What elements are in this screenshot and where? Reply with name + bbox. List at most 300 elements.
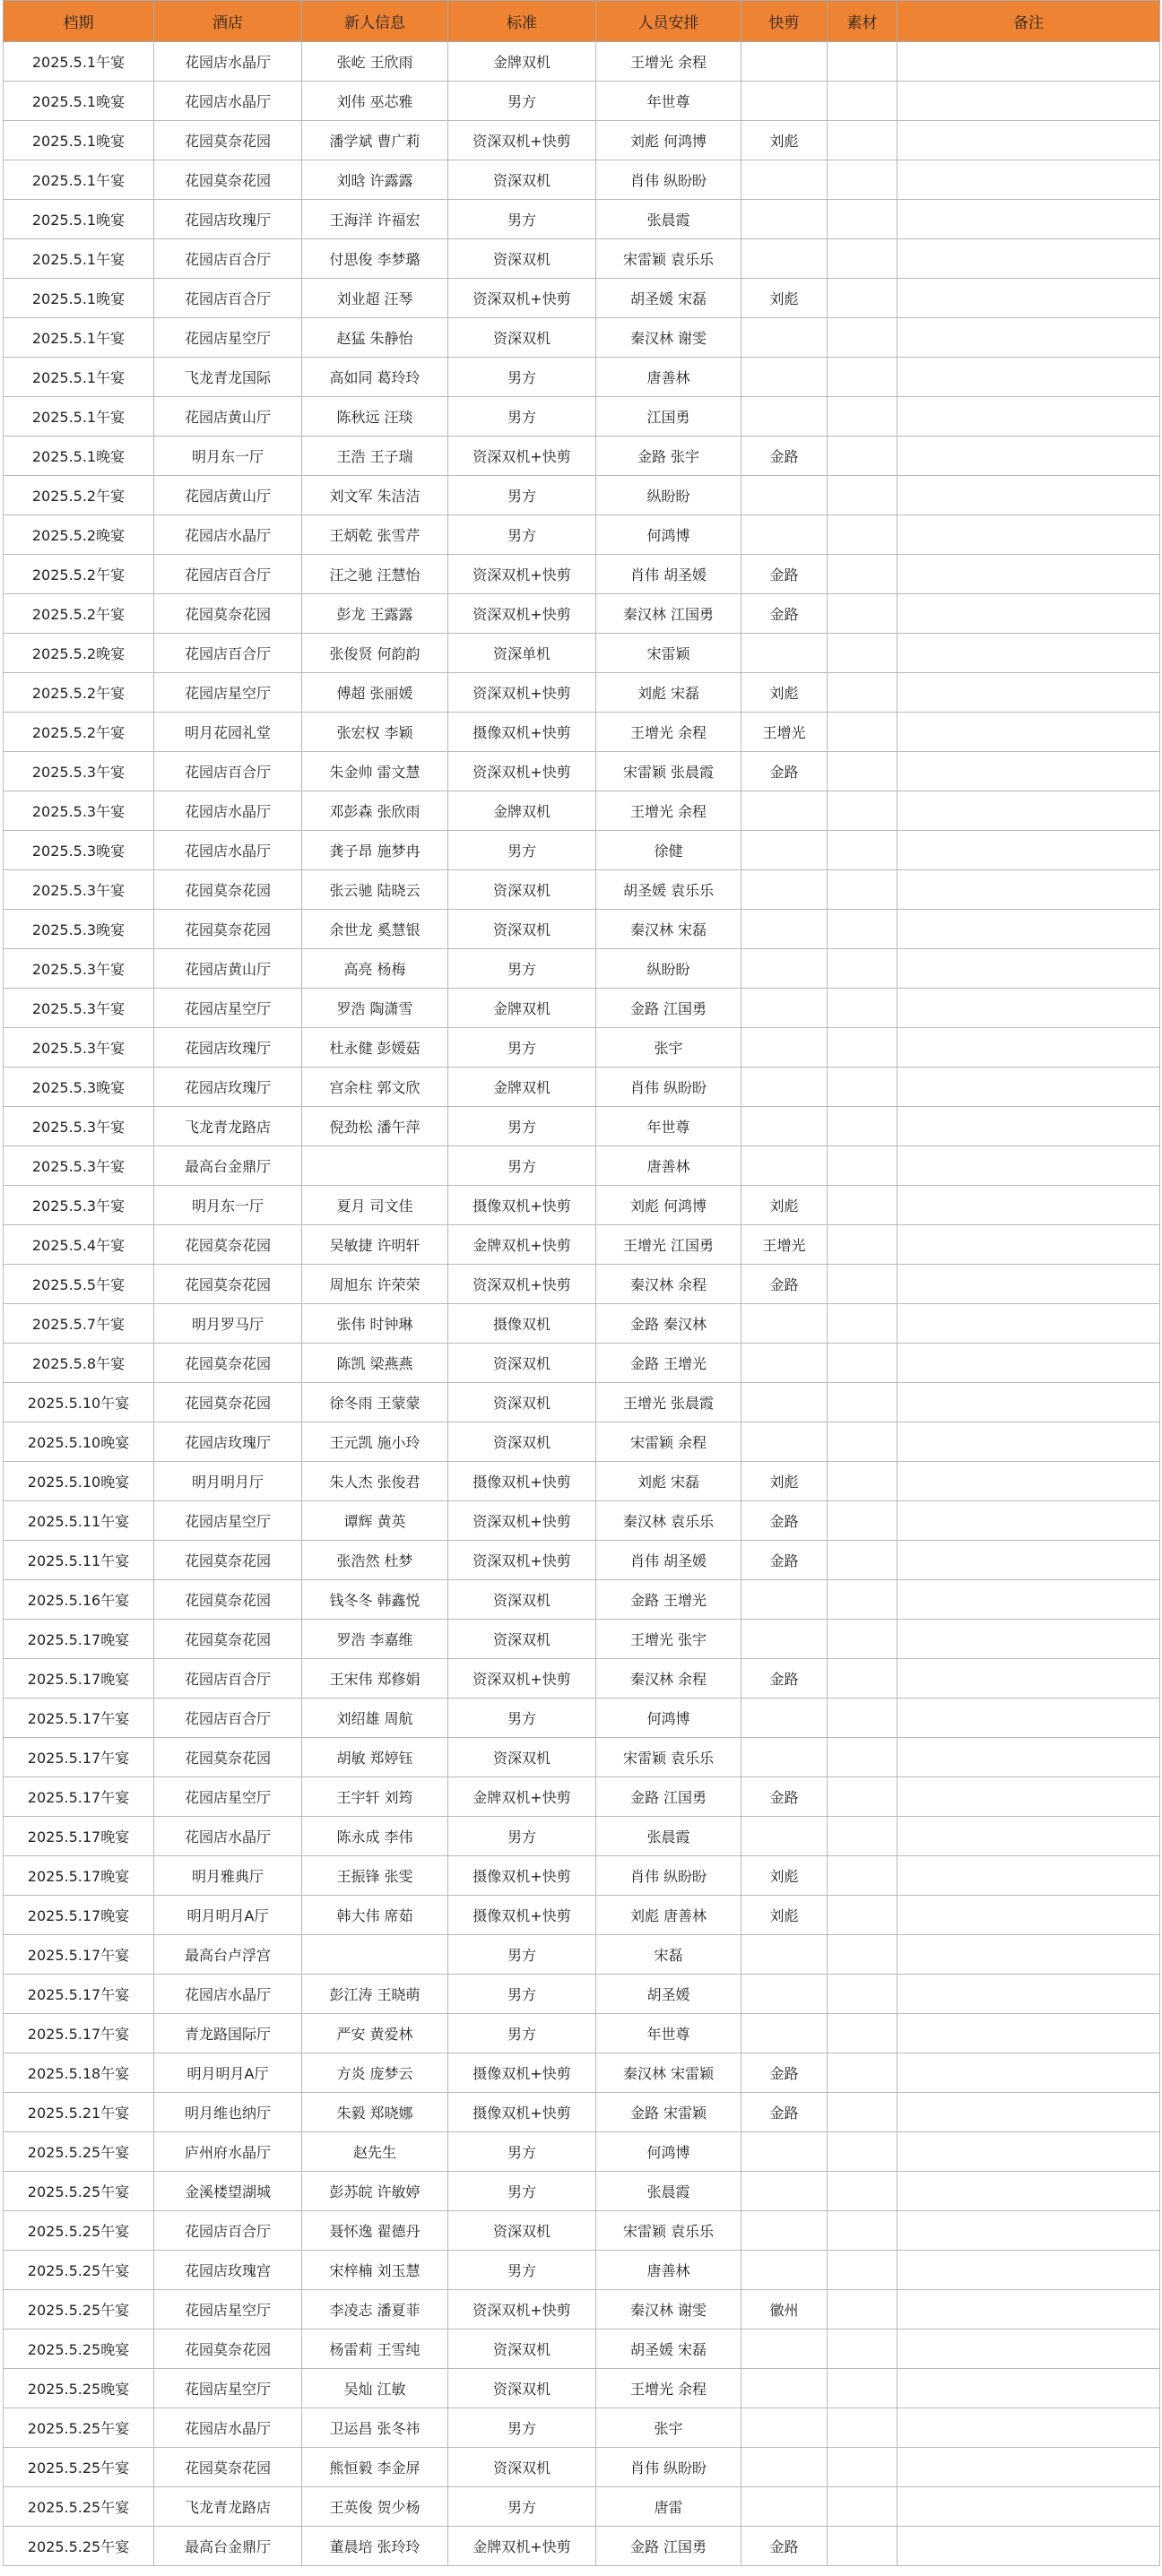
- couple-cell[interactable]: 宋梓楠 刘玉慧: [302, 2251, 448, 2290]
- date-cell[interactable]: 2025.5.17晚宴: [4, 1817, 154, 1856]
- standard-cell[interactable]: 摄像双机+快剪: [448, 1856, 596, 1896]
- quick-edit-cell[interactable]: [741, 1107, 828, 1146]
- standard-cell[interactable]: 资深双机+快剪: [448, 594, 596, 634]
- notes-cell[interactable]: [898, 2448, 1160, 2487]
- material-cell[interactable]: [828, 1304, 898, 1344]
- couple-cell[interactable]: 刘文军 朱洁洁: [302, 476, 448, 515]
- standard-cell[interactable]: 男方: [448, 358, 596, 397]
- quick-edit-cell[interactable]: [741, 1304, 828, 1344]
- staff-cell[interactable]: 宋雷颖 张晨霞: [596, 752, 741, 791]
- staff-cell[interactable]: 金路 江国勇: [596, 2527, 741, 2566]
- date-cell[interactable]: 2025.5.17午宴: [4, 1777, 154, 1817]
- standard-cell[interactable]: 男方: [448, 1935, 596, 1975]
- hotel-cell[interactable]: 花园莫奈花园: [154, 1265, 302, 1304]
- standard-cell[interactable]: 男方: [448, 1817, 596, 1856]
- date-cell[interactable]: 2025.5.3午宴: [4, 1146, 154, 1186]
- couple-cell[interactable]: 王元凯 施小玲: [302, 1422, 448, 1462]
- date-cell[interactable]: 2025.5.25午宴: [4, 2527, 154, 2566]
- material-cell[interactable]: [828, 279, 898, 318]
- date-cell[interactable]: 2025.5.10午宴: [4, 1383, 154, 1422]
- couple-cell[interactable]: 刘伟 巫芯雅: [302, 82, 448, 121]
- staff-cell[interactable]: 肖伟 纵盼盼: [596, 1856, 741, 1896]
- date-cell[interactable]: 2025.5.1午宴: [4, 358, 154, 397]
- hotel-cell[interactable]: 明月罗马厅: [154, 1304, 302, 1344]
- quick-edit-cell[interactable]: [741, 476, 828, 515]
- standard-cell[interactable]: 资深双机+快剪: [448, 673, 596, 713]
- material-cell[interactable]: [828, 1265, 898, 1304]
- quick-edit-cell[interactable]: 金路: [741, 1541, 828, 1580]
- hotel-cell[interactable]: 花园店星空厅: [154, 673, 302, 713]
- material-cell[interactable]: [828, 82, 898, 121]
- couple-cell[interactable]: 周旭东 许荣荣: [302, 1265, 448, 1304]
- staff-cell[interactable]: 宋雷颖: [596, 634, 741, 673]
- date-cell[interactable]: 2025.5.25午宴: [4, 2172, 154, 2211]
- notes-cell[interactable]: [898, 200, 1160, 239]
- date-cell[interactable]: 2025.5.17午宴: [4, 1935, 154, 1975]
- notes-cell[interactable]: [898, 1146, 1160, 1186]
- standard-cell[interactable]: 资深双机+快剪: [448, 555, 596, 594]
- date-cell[interactable]: 2025.5.17晚宴: [4, 1856, 154, 1896]
- date-cell[interactable]: 2025.5.10晚宴: [4, 1422, 154, 1462]
- material-cell[interactable]: [828, 1068, 898, 1107]
- hotel-cell[interactable]: 明月维也纳厅: [154, 2093, 302, 2132]
- date-cell[interactable]: 2025.5.17午宴: [4, 2014, 154, 2053]
- date-cell[interactable]: 2025.5.7午宴: [4, 1304, 154, 1344]
- material-cell[interactable]: [828, 1699, 898, 1738]
- standard-cell[interactable]: 金牌双机+快剪: [448, 1225, 596, 1265]
- notes-cell[interactable]: [898, 2408, 1160, 2448]
- notes-cell[interactable]: [898, 831, 1160, 870]
- material-cell[interactable]: [828, 2408, 898, 2448]
- hotel-cell[interactable]: 花园店水晶厅: [154, 831, 302, 870]
- couple-cell[interactable]: 陈秋远 汪琰: [302, 397, 448, 437]
- couple-cell[interactable]: 张屹 王欣雨: [302, 42, 448, 82]
- quick-edit-cell[interactable]: [741, 2251, 828, 2290]
- notes-cell[interactable]: [898, 82, 1160, 121]
- quick-edit-cell[interactable]: [741, 397, 828, 437]
- notes-cell[interactable]: [898, 1975, 1160, 2014]
- date-cell[interactable]: 2025.5.1午宴: [4, 318, 154, 358]
- quick-edit-cell[interactable]: 金路: [741, 2053, 828, 2093]
- standard-cell[interactable]: 男方: [448, 397, 596, 437]
- staff-cell[interactable]: 江国勇: [596, 397, 741, 437]
- date-cell[interactable]: 2025.5.1午宴: [4, 42, 154, 82]
- staff-cell[interactable]: 刘彪 宋磊: [596, 1462, 741, 1501]
- notes-cell[interactable]: [898, 2369, 1160, 2408]
- staff-cell[interactable]: 宋雷颖 余程: [596, 1422, 741, 1462]
- material-cell[interactable]: [828, 437, 898, 476]
- material-cell[interactable]: [828, 1817, 898, 1856]
- notes-cell[interactable]: [898, 1186, 1160, 1225]
- standard-cell[interactable]: 资深双机+快剪: [448, 1265, 596, 1304]
- hotel-cell[interactable]: 花园店水晶厅: [154, 1817, 302, 1856]
- notes-cell[interactable]: [898, 594, 1160, 634]
- notes-cell[interactable]: [898, 1107, 1160, 1146]
- hotel-cell[interactable]: 花园店百合厅: [154, 634, 302, 673]
- quick-edit-cell[interactable]: [741, 1738, 828, 1777]
- material-cell[interactable]: [828, 634, 898, 673]
- material-cell[interactable]: [828, 1422, 898, 1462]
- quick-edit-cell[interactable]: [741, 2014, 828, 2053]
- staff-cell[interactable]: 徐健: [596, 831, 741, 870]
- standard-cell[interactable]: 男方: [448, 1146, 596, 1186]
- hotel-cell[interactable]: 花园店水晶厅: [154, 82, 302, 121]
- couple-cell[interactable]: 朱人杰 张俊君: [302, 1462, 448, 1501]
- staff-cell[interactable]: 年世尊: [596, 2014, 741, 2053]
- quick-edit-cell[interactable]: 金路: [741, 594, 828, 634]
- hotel-cell[interactable]: 最高台金鼎厅: [154, 2527, 302, 2566]
- standard-cell[interactable]: 摄像双机+快剪: [448, 1186, 596, 1225]
- standard-cell[interactable]: 男方: [448, 2408, 596, 2448]
- couple-cell[interactable]: 韩大伟 席茹: [302, 1896, 448, 1935]
- staff-cell[interactable]: 秦汉林 宋雷颖: [596, 2053, 741, 2093]
- quick-edit-cell[interactable]: 金路: [741, 2527, 828, 2566]
- date-cell[interactable]: 2025.5.25午宴: [4, 2211, 154, 2251]
- couple-cell[interactable]: 钱冬冬 韩鑫悦: [302, 1580, 448, 1620]
- staff-cell[interactable]: 张宇: [596, 2408, 741, 2448]
- couple-cell[interactable]: 胡敏 郑婷钰: [302, 1738, 448, 1777]
- quick-edit-cell[interactable]: 金路: [741, 437, 828, 476]
- quick-edit-cell[interactable]: [741, 2369, 828, 2408]
- hotel-cell[interactable]: 花园莫奈花园: [154, 1620, 302, 1659]
- material-cell[interactable]: [828, 2132, 898, 2172]
- quick-edit-cell[interactable]: [741, 318, 828, 358]
- date-cell[interactable]: 2025.5.17午宴: [4, 1975, 154, 2014]
- standard-cell[interactable]: 资深双机: [448, 1738, 596, 1777]
- standard-cell[interactable]: 金牌双机+快剪: [448, 2527, 596, 2566]
- material-cell[interactable]: [828, 121, 898, 160]
- hotel-cell[interactable]: 花园店水晶厅: [154, 2408, 302, 2448]
- quick-edit-cell[interactable]: 刘彪: [741, 1462, 828, 1501]
- hotel-cell[interactable]: 花园店百合厅: [154, 1699, 302, 1738]
- staff-cell[interactable]: 金路 王增光: [596, 1344, 741, 1383]
- date-cell[interactable]: 2025.5.3午宴: [4, 989, 154, 1028]
- couple-cell[interactable]: 朱毅 郑晓娜: [302, 2093, 448, 2132]
- header-hotel[interactable]: 酒店: [154, 1, 302, 42]
- standard-cell[interactable]: 男方: [448, 476, 596, 515]
- couple-cell[interactable]: 傅超 张丽媛: [302, 673, 448, 713]
- standard-cell[interactable]: 金牌双机: [448, 791, 596, 831]
- notes-cell[interactable]: [898, 870, 1160, 910]
- staff-cell[interactable]: 何鸿博: [596, 515, 741, 555]
- couple-cell[interactable]: 彭龙 王露露: [302, 594, 448, 634]
- hotel-cell[interactable]: 花园店星空厅: [154, 1501, 302, 1541]
- notes-cell[interactable]: [898, 673, 1160, 713]
- staff-cell[interactable]: 纵盼盼: [596, 949, 741, 989]
- date-cell[interactable]: 2025.5.1午宴: [4, 397, 154, 437]
- hotel-cell[interactable]: 花园店星空厅: [154, 1777, 302, 1817]
- quick-edit-cell[interactable]: [741, 160, 828, 200]
- material-cell[interactable]: [828, 989, 898, 1028]
- material-cell[interactable]: [828, 1344, 898, 1383]
- hotel-cell[interactable]: 明月明月厅: [154, 1462, 302, 1501]
- date-cell[interactable]: 2025.5.1晚宴: [4, 279, 154, 318]
- date-cell[interactable]: 2025.5.25午宴: [4, 2408, 154, 2448]
- quick-edit-cell[interactable]: [741, 239, 828, 279]
- couple-cell[interactable]: 严安 黄爱林: [302, 2014, 448, 2053]
- material-cell[interactable]: [828, 555, 898, 594]
- material-cell[interactable]: [828, 1501, 898, 1541]
- date-cell[interactable]: 2025.5.3午宴: [4, 791, 154, 831]
- quick-edit-cell[interactable]: 徽州: [741, 2290, 828, 2330]
- notes-cell[interactable]: [898, 1856, 1160, 1896]
- hotel-cell[interactable]: 花园店玫瑰厅: [154, 1068, 302, 1107]
- date-cell[interactable]: 2025.5.25晚宴: [4, 2330, 154, 2369]
- date-cell[interactable]: 2025.5.11午宴: [4, 1541, 154, 1580]
- standard-cell[interactable]: 金牌双机: [448, 989, 596, 1028]
- quick-edit-cell[interactable]: [741, 1383, 828, 1422]
- notes-cell[interactable]: [898, 2132, 1160, 2172]
- staff-cell[interactable]: 王增光 张宇: [596, 1620, 741, 1659]
- header-standard[interactable]: 标准: [448, 1, 596, 42]
- hotel-cell[interactable]: 花园莫奈花园: [154, 1383, 302, 1422]
- material-cell[interactable]: [828, 2527, 898, 2566]
- quick-edit-cell[interactable]: [741, 1422, 828, 1462]
- date-cell[interactable]: 2025.5.2晚宴: [4, 515, 154, 555]
- staff-cell[interactable]: 金路 王增光: [596, 1580, 741, 1620]
- quick-edit-cell[interactable]: [741, 791, 828, 831]
- notes-cell[interactable]: [898, 2014, 1160, 2053]
- couple-cell[interactable]: 宫余柱 郭文欣: [302, 1068, 448, 1107]
- notes-cell[interactable]: [898, 1265, 1160, 1304]
- couple-cell[interactable]: [302, 1935, 448, 1975]
- couple-cell[interactable]: 刘晗 许露露: [302, 160, 448, 200]
- material-cell[interactable]: [828, 42, 898, 82]
- hotel-cell[interactable]: 花园店百合厅: [154, 555, 302, 594]
- notes-cell[interactable]: [898, 437, 1160, 476]
- hotel-cell[interactable]: 花园店星空厅: [154, 2290, 302, 2330]
- hotel-cell[interactable]: 最高台金鼎厅: [154, 1146, 302, 1186]
- date-cell[interactable]: 2025.5.3晚宴: [4, 831, 154, 870]
- couple-cell[interactable]: 王宋伟 郑修娟: [302, 1659, 448, 1699]
- couple-cell[interactable]: 张宏权 李颖: [302, 713, 448, 752]
- date-cell[interactable]: 2025.5.4午宴: [4, 1225, 154, 1265]
- quick-edit-cell[interactable]: 刘彪: [741, 279, 828, 318]
- header-material[interactable]: 素材: [828, 1, 898, 42]
- quick-edit-cell[interactable]: 金路: [741, 1501, 828, 1541]
- standard-cell[interactable]: 资深双机: [448, 160, 596, 200]
- staff-cell[interactable]: 张宇: [596, 1028, 741, 1068]
- notes-cell[interactable]: [898, 1580, 1160, 1620]
- material-cell[interactable]: [828, 2487, 898, 2527]
- quick-edit-cell[interactable]: [741, 515, 828, 555]
- hotel-cell[interactable]: 花园店玫瑰厅: [154, 1422, 302, 1462]
- date-cell[interactable]: 2025.5.17晚宴: [4, 1620, 154, 1659]
- standard-cell[interactable]: 资深双机+快剪: [448, 437, 596, 476]
- hotel-cell[interactable]: 金溪楼望湖城: [154, 2172, 302, 2211]
- standard-cell[interactable]: 摄像双机: [448, 1304, 596, 1344]
- hotel-cell[interactable]: 明月明月A厅: [154, 1896, 302, 1935]
- material-cell[interactable]: [828, 910, 898, 949]
- notes-cell[interactable]: [898, 1068, 1160, 1107]
- material-cell[interactable]: [828, 1777, 898, 1817]
- standard-cell[interactable]: 男方: [448, 1028, 596, 1068]
- staff-cell[interactable]: 王增光 余程: [596, 2369, 741, 2408]
- staff-cell[interactable]: 唐善林: [596, 358, 741, 397]
- notes-cell[interactable]: [898, 1462, 1160, 1501]
- notes-cell[interactable]: [898, 713, 1160, 752]
- hotel-cell[interactable]: 花园莫奈花园: [154, 1344, 302, 1383]
- staff-cell[interactable]: 刘彪 宋磊: [596, 673, 741, 713]
- date-cell[interactable]: 2025.5.1午宴: [4, 239, 154, 279]
- material-cell[interactable]: [828, 1580, 898, 1620]
- notes-cell[interactable]: [898, 1028, 1160, 1068]
- standard-cell[interactable]: 资深双机: [448, 1344, 596, 1383]
- staff-cell[interactable]: 秦汉林 谢雯: [596, 2290, 741, 2330]
- standard-cell[interactable]: 摄像双机+快剪: [448, 1462, 596, 1501]
- standard-cell[interactable]: 男方: [448, 82, 596, 121]
- material-cell[interactable]: [828, 318, 898, 358]
- quick-edit-cell[interactable]: 刘彪: [741, 1186, 828, 1225]
- couple-cell[interactable]: 张云驰 陆晓云: [302, 870, 448, 910]
- notes-cell[interactable]: [898, 1304, 1160, 1344]
- staff-cell[interactable]: 刘彪 唐善林: [596, 1896, 741, 1935]
- notes-cell[interactable]: [898, 2093, 1160, 2132]
- hotel-cell[interactable]: 飞龙青龙路店: [154, 1107, 302, 1146]
- staff-cell[interactable]: 王增光 张晨霞: [596, 1383, 741, 1422]
- material-cell[interactable]: [828, 160, 898, 200]
- material-cell[interactable]: [828, 2211, 898, 2251]
- notes-cell[interactable]: [898, 239, 1160, 279]
- standard-cell[interactable]: 资深双机: [448, 910, 596, 949]
- staff-cell[interactable]: 肖伟 纵盼盼: [596, 2448, 741, 2487]
- notes-cell[interactable]: [898, 515, 1160, 555]
- standard-cell[interactable]: 摄像双机+快剪: [448, 2093, 596, 2132]
- hotel-cell[interactable]: 花园莫奈花园: [154, 1580, 302, 1620]
- material-cell[interactable]: [828, 200, 898, 239]
- couple-cell[interactable]: 夏月 司文佳: [302, 1186, 448, 1225]
- staff-cell[interactable]: 王增光 余程: [596, 791, 741, 831]
- notes-cell[interactable]: [898, 1501, 1160, 1541]
- quick-edit-cell[interactable]: [741, 831, 828, 870]
- hotel-cell[interactable]: 庐州府水晶厅: [154, 2132, 302, 2172]
- notes-cell[interactable]: [898, 2487, 1160, 2527]
- material-cell[interactable]: [828, 515, 898, 555]
- hotel-cell[interactable]: 花园店星空厅: [154, 989, 302, 1028]
- staff-cell[interactable]: 刘彪 何鸿博: [596, 121, 741, 160]
- notes-cell[interactable]: [898, 2330, 1160, 2369]
- notes-cell[interactable]: [898, 1344, 1160, 1383]
- quick-edit-cell[interactable]: [741, 1580, 828, 1620]
- hotel-cell[interactable]: 花园店百合厅: [154, 279, 302, 318]
- hotel-cell[interactable]: 明月明月A厅: [154, 2053, 302, 2093]
- notes-cell[interactable]: [898, 121, 1160, 160]
- date-cell[interactable]: 2025.5.1晚宴: [4, 121, 154, 160]
- couple-cell[interactable]: 刘业超 汪琴: [302, 279, 448, 318]
- staff-cell[interactable]: 宋雷颖 袁乐乐: [596, 239, 741, 279]
- notes-cell[interactable]: [898, 397, 1160, 437]
- notes-cell[interactable]: [898, 1699, 1160, 1738]
- notes-cell[interactable]: [898, 2211, 1160, 2251]
- staff-cell[interactable]: 宋雷颖 袁乐乐: [596, 1738, 741, 1777]
- notes-cell[interactable]: [898, 989, 1160, 1028]
- staff-cell[interactable]: 唐善林: [596, 2251, 741, 2290]
- standard-cell[interactable]: 资深双机+快剪: [448, 279, 596, 318]
- notes-cell[interactable]: [898, 791, 1160, 831]
- staff-cell[interactable]: 纵盼盼: [596, 476, 741, 515]
- header-notes[interactable]: 备注: [898, 1, 1160, 42]
- staff-cell[interactable]: 秦汉林 谢雯: [596, 318, 741, 358]
- material-cell[interactable]: [828, 870, 898, 910]
- standard-cell[interactable]: 男方: [448, 831, 596, 870]
- standard-cell[interactable]: 资深双机+快剪: [448, 1659, 596, 1699]
- material-cell[interactable]: [828, 2448, 898, 2487]
- staff-cell[interactable]: 肖伟 胡圣媛: [596, 1541, 741, 1580]
- couple-cell[interactable]: 吴灿 江敏: [302, 2369, 448, 2408]
- notes-cell[interactable]: [898, 42, 1160, 82]
- quick-edit-cell[interactable]: [741, 2448, 828, 2487]
- hotel-cell[interactable]: 飞龙青龙路店: [154, 2487, 302, 2527]
- quick-edit-cell[interactable]: [741, 1699, 828, 1738]
- couple-cell[interactable]: 彭苏皖 许敏婷: [302, 2172, 448, 2211]
- hotel-cell[interactable]: 飞龙青龙国际: [154, 358, 302, 397]
- staff-cell[interactable]: 肖伟 纵盼盼: [596, 160, 741, 200]
- standard-cell[interactable]: 资深双机: [448, 1620, 596, 1659]
- date-cell[interactable]: 2025.5.25午宴: [4, 2290, 154, 2330]
- material-cell[interactable]: [828, 713, 898, 752]
- quick-edit-cell[interactable]: [741, 200, 828, 239]
- staff-cell[interactable]: 秦汉林 余程: [596, 1659, 741, 1699]
- staff-cell[interactable]: 张晨霞: [596, 2172, 741, 2211]
- standard-cell[interactable]: 资深双机+快剪: [448, 752, 596, 791]
- couple-cell[interactable]: 熊恒毅 李金屏: [302, 2448, 448, 2487]
- hotel-cell[interactable]: 花园莫奈花园: [154, 910, 302, 949]
- staff-cell[interactable]: 秦汉林 江国勇: [596, 594, 741, 634]
- date-cell[interactable]: 2025.5.3午宴: [4, 949, 154, 989]
- notes-cell[interactable]: [898, 1896, 1160, 1935]
- notes-cell[interactable]: [898, 634, 1160, 673]
- couple-cell[interactable]: 杨雷莉 王雪纯: [302, 2330, 448, 2369]
- hotel-cell[interactable]: 花园店百合厅: [154, 239, 302, 279]
- couple-cell[interactable]: 陈凯 梁燕燕: [302, 1344, 448, 1383]
- material-cell[interactable]: [828, 2053, 898, 2093]
- staff-cell[interactable]: 肖伟 胡圣媛: [596, 555, 741, 594]
- date-cell[interactable]: 2025.5.25午宴: [4, 2132, 154, 2172]
- quick-edit-cell[interactable]: [741, 1975, 828, 2014]
- hotel-cell[interactable]: 花园店水晶厅: [154, 791, 302, 831]
- couple-cell[interactable]: 赵先生: [302, 2132, 448, 2172]
- date-cell[interactable]: 2025.5.17午宴: [4, 1699, 154, 1738]
- date-cell[interactable]: 2025.5.2晚宴: [4, 634, 154, 673]
- hotel-cell[interactable]: 花园店水晶厅: [154, 515, 302, 555]
- header-couple[interactable]: 新人信息: [302, 1, 448, 42]
- material-cell[interactable]: [828, 1975, 898, 2014]
- date-cell[interactable]: 2025.5.1晚宴: [4, 437, 154, 476]
- hotel-cell[interactable]: 花园店百合厅: [154, 752, 302, 791]
- material-cell[interactable]: [828, 2330, 898, 2369]
- notes-cell[interactable]: [898, 949, 1160, 989]
- standard-cell[interactable]: 男方: [448, 2251, 596, 2290]
- hotel-cell[interactable]: 明月雅典厅: [154, 1856, 302, 1896]
- hotel-cell[interactable]: 花园莫奈花园: [154, 594, 302, 634]
- quick-edit-cell[interactable]: [741, 2330, 828, 2369]
- hotel-cell[interactable]: 花园莫奈花园: [154, 870, 302, 910]
- quick-edit-cell[interactable]: [741, 1817, 828, 1856]
- quick-edit-cell[interactable]: [741, 82, 828, 121]
- date-cell[interactable]: 2025.5.1晚宴: [4, 82, 154, 121]
- notes-cell[interactable]: [898, 1659, 1160, 1699]
- quick-edit-cell[interactable]: [741, 2211, 828, 2251]
- staff-cell[interactable]: 何鸿博: [596, 2132, 741, 2172]
- material-cell[interactable]: [828, 1620, 898, 1659]
- standard-cell[interactable]: 男方: [448, 2487, 596, 2527]
- date-cell[interactable]: 2025.5.3午宴: [4, 1107, 154, 1146]
- hotel-cell[interactable]: 花园莫奈花园: [154, 1541, 302, 1580]
- quick-edit-cell[interactable]: [741, 1935, 828, 1975]
- notes-cell[interactable]: [898, 1738, 1160, 1777]
- standard-cell[interactable]: 摄像双机+快剪: [448, 713, 596, 752]
- hotel-cell[interactable]: 花园店黄山厅: [154, 397, 302, 437]
